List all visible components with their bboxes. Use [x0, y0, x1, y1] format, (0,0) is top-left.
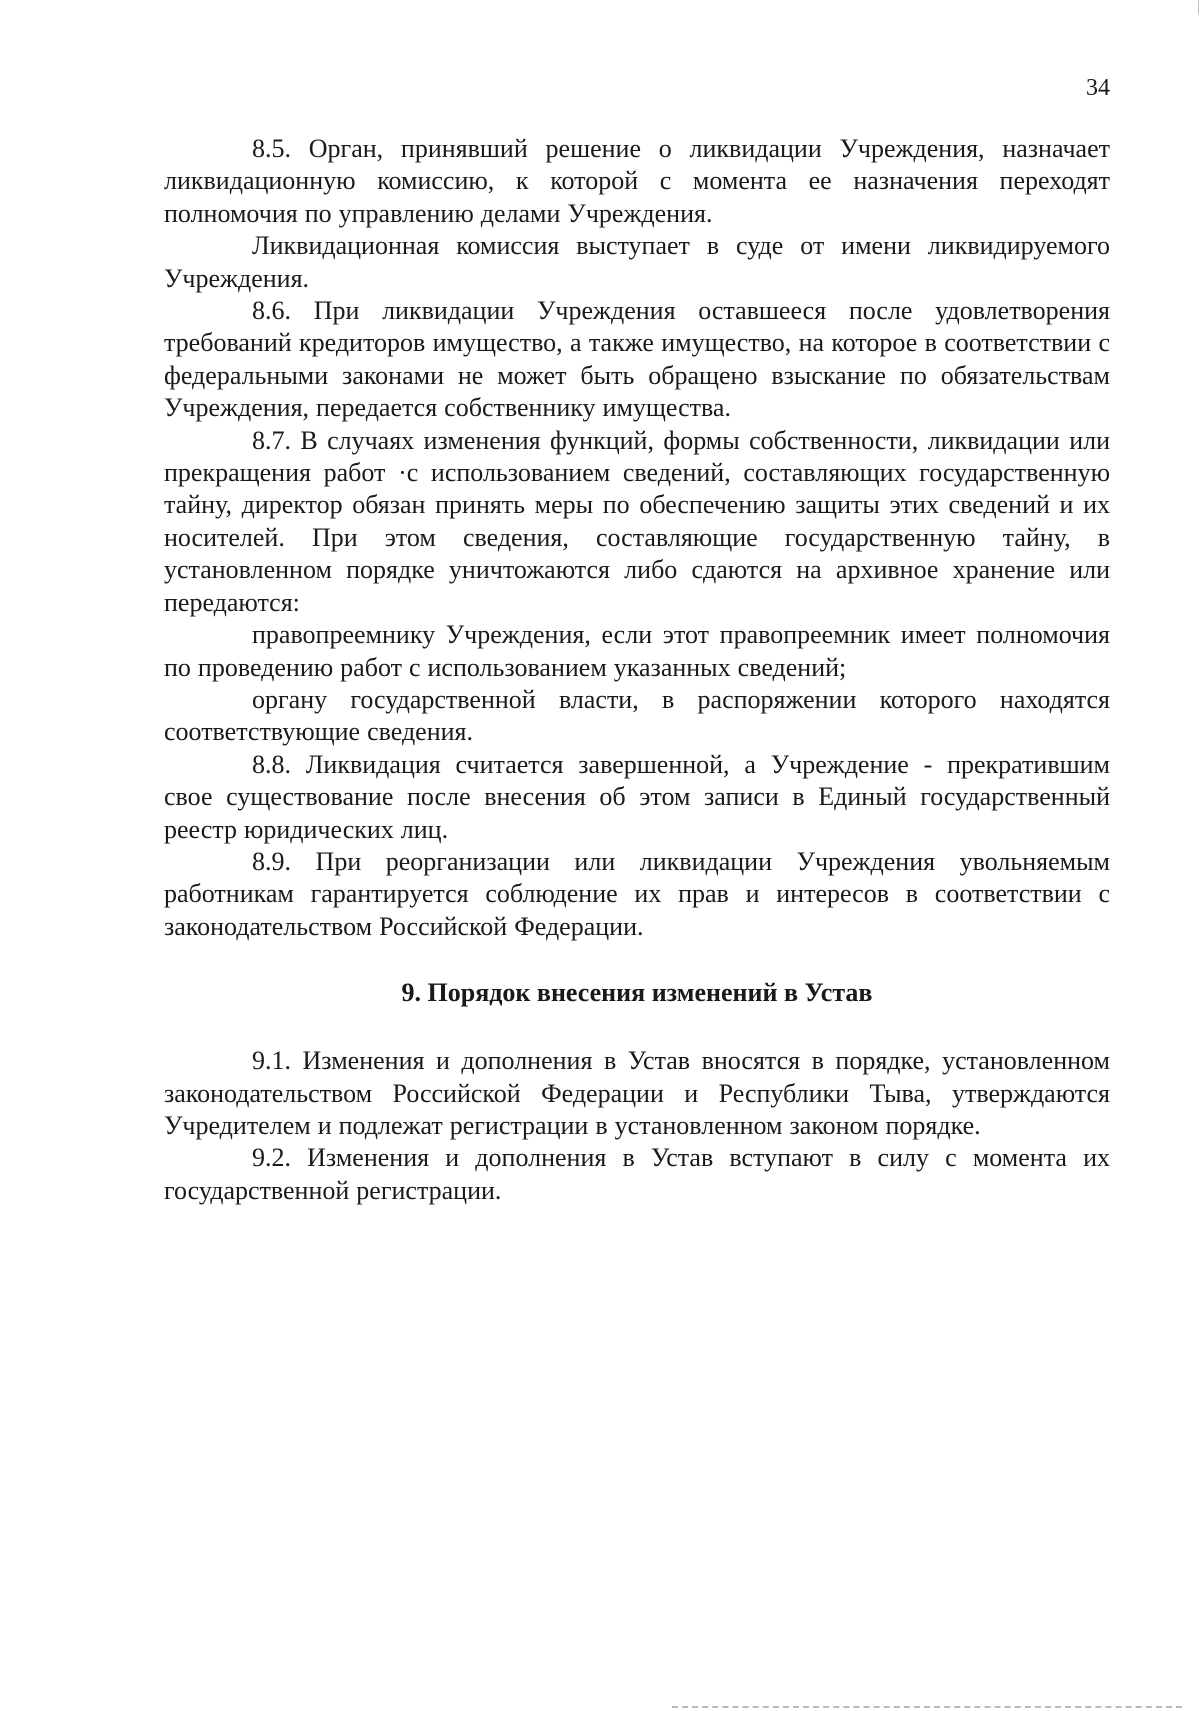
page-number: 34: [1086, 75, 1110, 101]
paragraph-8-7: 8.7. В случаях изменения функций, формы собственности, ликвидации или прекращения работ ·с использованием сведений, составляющих государственную тайну, директор обязан принять меры по обеспечению защиты этих сведений и их носителей. При этом сведения, составляющие государственную тайну, в установленном порядке уничтожаются либо сдаются на архивное хранение или передаются:: [164, 425, 1110, 617]
paragraph-8-8: 8.8. Ликвидация считается завершенной, а Учреждение - прекратившим свое существование после внесения об этом записи в Единый государственный реестр юридических лиц.: [164, 749, 1110, 844]
paragraph-8-9: 8.9. При реорганизации или ликвидации Учреждения увольняемым работникам гарантируется соблюдение их прав и интересов в соответствии с законодательством Российской Федерации.: [164, 846, 1110, 941]
paragraph-8-6: 8.6. При ликвидации Учреждения оставшееся после удовлетворения требований кредиторов имущество, а также имущество, на которое в соответствии с федеральными законами не может быть обращено взыскание по обязательствам Учреждения, передается собственнику имущества.: [164, 296, 1110, 423]
paragraph-8-7-successor: правопреемнику Учреждения, если этот правопреемник имеет полномочия по проведению работ с использованием указанных сведений;: [164, 620, 1110, 682]
paragraph-8-5-liquidation-commission: Ликвидационная комиссия выступает в суде от имени ликвидируемого Учреждения.: [164, 231, 1110, 293]
document-body: [164, 133, 1110, 1207]
scan-bottom-line: [672, 1706, 1182, 1708]
paragraph-8-5: 8.5. Орган, принявший решение о ликвидации Учреждения, назначает ликвидационную комиссию, к которой с момента ее назначения переходят полномочия по управлению делами Учреждения.: [164, 134, 1110, 228]
paragraph-8-7-state-body: органу государственной власти, в распоряжении которого находятся соответствующие сведения.: [164, 684, 1110, 747]
paragraph-9-1: 9.1. Изменения и дополнения в Устав вносятся в порядке, установленном законодательством Российской Федерации и Республики Тыва, утверждаются Учредителем и подлежат регистрации в установленном законом порядке.: [164, 1046, 1110, 1140]
paragraph-9-2: 9.2. Изменения и дополнения в Устав вступают в силу с момента их государственной регистрации.: [164, 1143, 1110, 1205]
scan-edge-mark: [1198, 0, 1199, 14]
section-9-heading: 9. Порядок внесения изменений в Устав: [401, 978, 873, 1008]
